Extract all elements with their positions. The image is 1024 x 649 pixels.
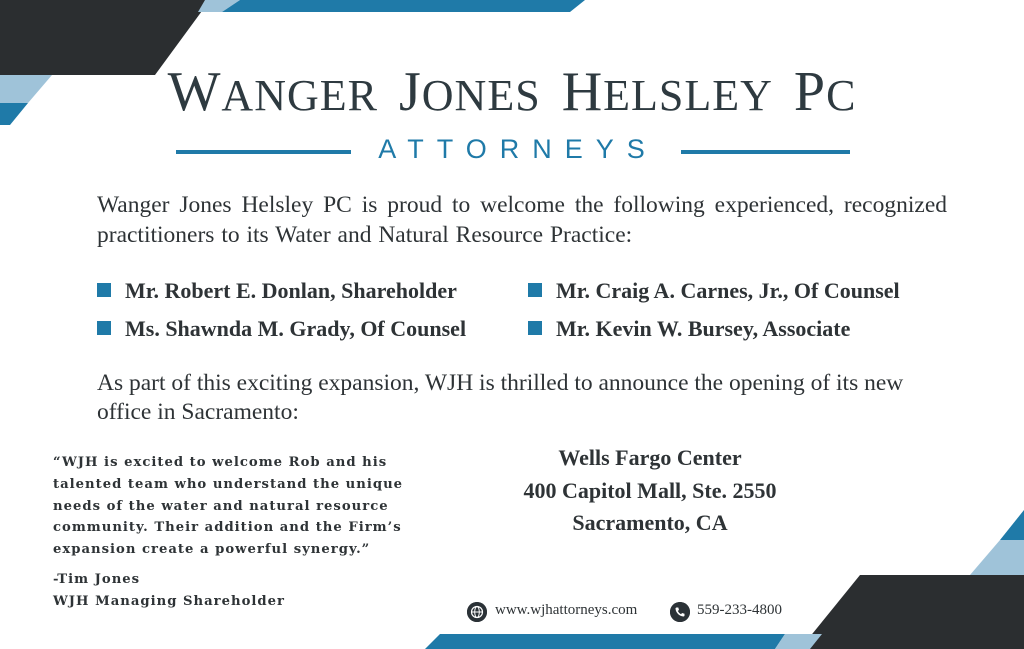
testimonial-quote	[53, 452, 433, 561]
member-item	[97, 278, 457, 304]
website-link[interactable]: www.wjhattorneys.com	[495, 602, 638, 618]
firm-name-word-2-initial: J	[398, 61, 422, 123]
firm-name-word-3-initial: H	[561, 61, 604, 123]
globe-icon	[467, 602, 487, 622]
firm-name-word-2	[399, 60, 541, 124]
firm-name-word-3-rest: ELSLEY	[603, 71, 773, 120]
member-name: Mr. Kevin W. Bursey, Associate	[556, 316, 851, 341]
firm-name-word-1-initial: W	[167, 61, 222, 123]
member-name: Mr. Robert E. Donlan, Shareholder	[125, 278, 457, 303]
firm-name-word-1-rest: ANGER	[221, 71, 378, 120]
right-blue-band	[1000, 510, 1024, 540]
address-building: Wells Fargo Center	[558, 445, 742, 470]
firm-subtitle: ATTORNEYS	[378, 134, 658, 164]
bullet-square-icon	[97, 321, 111, 335]
quote-line: talented team who understand the unique	[53, 476, 404, 492]
member-item	[528, 278, 900, 304]
quote-line: needs of the water and natural resource	[53, 498, 389, 514]
address-street: 400 Capitol Mall, Ste. 2550	[523, 478, 777, 503]
member-item	[97, 316, 466, 342]
firm-name-word-2-rest: ONES	[421, 71, 541, 120]
quote-line: “WJH is excited to welcome Rob and his	[53, 455, 388, 470]
right-light-band	[970, 540, 1024, 575]
firm-name-word-1	[168, 60, 378, 124]
quote-line: community. Their addition and the Firm’s	[53, 520, 402, 536]
firm-name-word-3	[562, 60, 773, 124]
bullet-square-icon	[528, 321, 542, 335]
bottom-right-dark-band	[800, 575, 1024, 649]
address-city: Sacramento, CA	[572, 510, 728, 535]
member-item	[528, 316, 850, 342]
top-blue-band	[222, 0, 585, 12]
member-name: Ms. Shawnda M. Grady, Of Counsel	[125, 316, 467, 341]
quote-author: -Tim Jones	[53, 572, 141, 587]
firm-name-word-4-rest: C	[826, 71, 857, 120]
bullet-square-icon	[97, 283, 111, 297]
expansion-paragraph: As part of this exciting expansion, WJH is thrilled to announce the opening of its new office in Sacramento:	[97, 370, 904, 425]
firm-name-word-4	[794, 60, 857, 124]
bottom-blue-band	[425, 634, 785, 649]
quote-line: expansion create a powerful synergy.”	[53, 542, 371, 558]
phone-link[interactable]: 559-233-4800	[697, 602, 782, 618]
phone-icon	[670, 602, 690, 622]
intro-paragraph: Wanger Jones Helsley PC is proud to welcome the following experienced, recognized practitioners to its Water and Natural Resource Practice:	[97, 192, 947, 248]
bullet-square-icon	[528, 283, 542, 297]
member-name: Mr. Craig A. Carnes, Jr., Of Counsel	[556, 278, 900, 303]
firm-name-word-4-initial: P	[793, 61, 827, 123]
quote-author-title: WJH Managing Shareholder	[53, 594, 285, 609]
firm-name	[0, 60, 1024, 124]
